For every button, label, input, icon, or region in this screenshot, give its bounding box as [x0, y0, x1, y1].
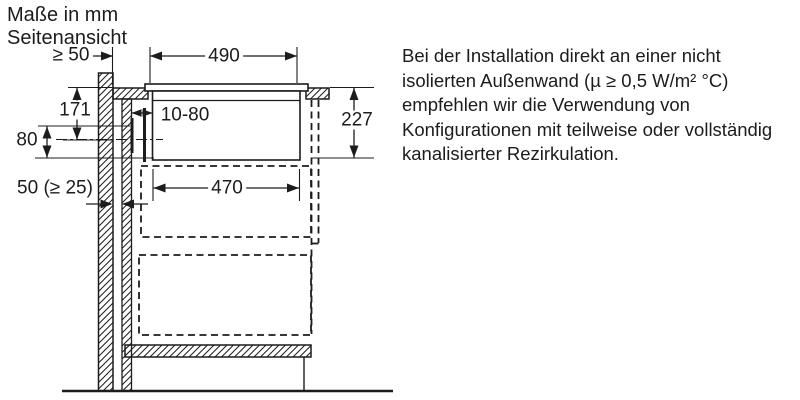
hob-body [153, 91, 301, 160]
note-line: Konfigurationen mit teilweise oder vollständig [402, 118, 773, 140]
dim-rear-panel-gap [132, 109, 153, 116]
hob-top-flange [145, 84, 308, 91]
dim-label-install-height: 227 [338, 111, 376, 130]
view-label: Seitenansicht [7, 27, 128, 49]
dim-label-hob-depth: 490 [205, 47, 243, 66]
note-line: kanalisierter Rezirkulation. [402, 143, 619, 165]
dim-wall-air-gap [86, 200, 148, 209]
dim-label-duct-height: 80 [13, 131, 40, 150]
cabinet-bottom-shelf [125, 345, 311, 357]
dim-duct-outlet-height [35, 126, 154, 158]
lower-clearance-dashed-box [139, 255, 311, 335]
outer-wall [99, 73, 114, 391]
dim-label-duct-offset: 171 [56, 101, 94, 120]
dim-label-wall-air-gap: 50 (≥ 25) [17, 177, 93, 199]
drawing-title [7, 4, 127, 50]
dim-label-clearance-depth: 470 [208, 179, 246, 198]
rear-duct-dashed-lines [312, 100, 319, 334]
note-line: empfehlen wir die Verwendung von [402, 94, 690, 116]
note-line: Bei der Installation direkt an einer nicht [402, 45, 721, 66]
dim-label-wall-clearance: ≥ 50 [52, 44, 90, 66]
dim-label-rear-gap-range: 10-80 [160, 104, 210, 126]
units-label: Maße in mm [7, 4, 119, 26]
installation-note [402, 44, 794, 167]
note-line: isolierten Außenwand (µ ≥ 0,5 W/m² °C) [402, 69, 729, 91]
worktop-right-section [306, 88, 329, 99]
worktop-left-section [113, 88, 148, 99]
